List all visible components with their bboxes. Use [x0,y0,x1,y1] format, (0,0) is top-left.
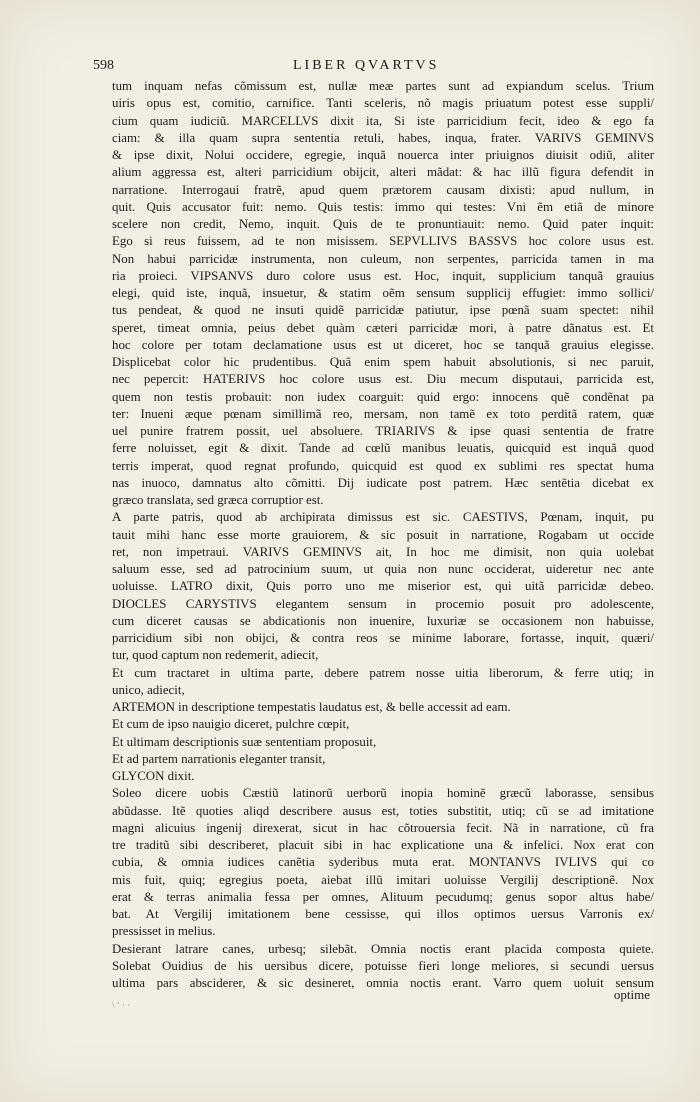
text-line: Ego si reus fuissem, ad te non misissem. SEPVLLIVS BASSVS hoc colore usus est. [112,234,654,249]
signature-mark: \ ‘ · · [112,1000,131,1010]
text-line: pressisset in melius. [112,924,216,939]
text-line: uiris opus est, comitio, carnifice. Tanti sceleris, nõ magis priuatum potest esse suppli/ [112,96,654,111]
text-line: uel punire fratrem possit, uel absoluere. TRIARIVS & ipse quasi sententia de fratre [112,424,654,438]
text-line: tur, quod captum non redemerit, adiecit, [112,648,319,663]
text-line: Non habui parricidæ instrumenta, non culeum, non serpentes, parricida tamen in ma [112,251,654,266]
running-head: LIBER QVARTVS [293,58,440,73]
text-line: Et ad partem narrationis eleganter transit, [112,751,326,766]
page-header [93,58,652,80]
text-line: Et cum de ipso nauigio diceret, pulchre cœpit, [112,717,350,732]
text-line: elegi, quid iste, inquã, insuetur, & statim oẽm sensum supplicij effugiet: immo sollici/ [112,286,654,300]
text-line: A parte patris, quod ab archipirata dimissus est sic. CAESTIVS, Pœnam, inquit, pu [112,510,654,525]
text-line: mis fuit, quiq; egregius poeta, aiebat illũ imitari uoluisse Vergilij descriptionẽ. Nox [112,872,654,887]
text-line: Et ultimam descriptionis suæ sententiam proposuit, [112,734,377,749]
text-line: Displicebat color hic prudentibus. Quã enim spem habuit absolutionis, si nec paruit, [112,355,654,369]
text-line: unico, adiecit, [112,682,185,697]
text-line: tauit mihi hanc esse morte grauiorem, & sic posuit in narratione, Rogabam ut occide [112,527,654,542]
text-line: ARTEMON in descriptione tempestatis laudatus est, & belle accessit ad eam. [112,700,511,714]
text-line: ultima pars absciderer, & sic desineret, omnia noctis erant. Varro quem uoluit sensum [112,976,654,990]
text-line: terris imperat, quod regnat profundo, quicquid est quod ex sublimi res spectat huma [112,458,654,473]
text-line: hoc colore per totam declamatione usus est ut diceret, hoc se tanquã grauius elegisse. [112,337,654,352]
text-line: quit. Quis accusator fuit: nemo. Quis testis: immo qui testes: Vni ẽm etiã de minore [112,199,654,214]
text-line: narratione. Interrogaui fratrẽ, apud quem prætorem causam dixisti: apud nullum, in [112,182,654,197]
text-line: nec pepercit: HATERIVS hoc colore usus est. Diu mecum disputaui, parricida est, [112,372,654,387]
text-line: cum diceret causas se abdicationis non inuenire, luxuriæ se occasionem non habuisse, [112,613,654,628]
catchword: optime [613,987,650,1002]
text-line: ciam: & illa quam supra sententia retuli, habes, inqua, frater. VARIVS GEMINVS [112,130,654,145]
text-line: ria proieci. VIPSANVS duro colore usus est. Hoc, inquit, supplicium tanquã grauius [112,268,654,283]
text-line: alium aggressa est, alteri parricidium obijcit, alteri mãdat: & hac illũ figura defendit in [112,165,654,180]
text-line: tus pendeat, & quod ne insuti quidẽ parricidæ patiutur, ipse pœnã suam spectet: nihil [112,303,654,318]
main-text-block [112,78,654,992]
text-line: magni alicuius ingenij direxerat, sicut in hac cõtrouersia fecit. Nã in narratione, cũ fra [112,820,654,835]
text-line: GLYCON dixit. [112,769,195,783]
text-line: quem non testis probauit: non iudex coarguit: quid ergo: innocens quẽ condẽnat pa [112,389,654,404]
text-line: ferre noluisset, egit & dixit. Tande ad cœlũ manibus leuatis, quicquid est inquã quod [112,441,654,456]
text-line: ret, non impetraui. VARIVS GEMINVS ait, In hoc me dimisit, non quia uolebat [112,544,654,559]
text-line: DIOCLES CARYSTIVS elegantem sensum in procemio posuit pro adolescente, [112,596,654,611]
text-line: abũdasse. Itẽ quoties aliqd describere ausus est, toties substitit, utiq; cũ se ad imitatione [112,803,654,818]
text-line: saluum esse, sed ad patrocinium suum, ut quia non nunc occiderat, uideretur nec ante [112,562,654,576]
text-line: cubia, & omnia iudices canẽtia syderibus muta erat. MONTANVS IVLIVS qui co [112,855,654,870]
text-line: bat. At Vergilij imitationem bene cessisse, qui illos optimos uersus Varronis ex/ [112,907,654,921]
text-line: Solebat Ouidius de his uersibus dicere, potuisse fieri longe meliores, si secundi uersus [112,958,654,973]
text-line: tum inquam nefas cõmissum est, nullæ meæ partes sunt ad expiandum scelus. Trium [112,79,654,93]
text-line: Soleo dicere uobis Cæstiũ latinorũ uerborũ inopia hominẽ græcũ laborasse, sensibus [112,786,654,801]
text-line: parricidium sibi non obijci, & contra reos se minime laborare, fortasse, inquit, quæri/ [112,631,654,645]
text-line: scelere non credit, Nemo, inquit. Quis de te pronuntiauit: nemo. Quid pater inquit: [112,217,654,231]
text-line: cium quam iudiciũ. MARCELLVS dixit ita, Si iste parricidium fecit, ideo & ego fa [112,113,654,128]
text-line: Desierant latrare canes, urbesq; silebãt. Omnia noctis erant placida composta quiete. [112,941,654,956]
text-line: ter: Inueni æque pœnam simillimã reo, mersam, non tamẽ ex toto perditã ratem, quæ [112,406,654,421]
text-line: speret, timeat omnia, peius debet quàm cæteri parricidæ mori, à patre dãnatus est. Et [112,320,654,335]
text-line: uoluisse. LATRO dixit, Quis porro uno me miserior est, qui uitã parricidæ debeo. [112,579,654,594]
folio-number: 598 [93,58,114,73]
text-line: tre traditũ sibi describeret, placuit sibi in hac explicatione una & infelici. Nox erat con [112,838,654,852]
text-line: nas inuoco, damnatus alto cõmitti. Dij iudicate post patrem. Hæc sentẽtia dicebat ex [112,475,654,490]
text-line: Et cum tractaret in ultima parte, debere patrem nosse uitia liberorum, & ferre utiq; in [112,665,654,680]
text-line: erat & terras animalia fessa per omnes, Alituum pecudumq; genus sopor altus habe/ [112,889,654,904]
text-line: græco translata, sed græca corruptior est. [112,493,324,507]
text-line: & ipse dixit, Nolui occidere, egregie, inquã nouerca inter priuignos diuisit odiũ, aliter [112,148,654,162]
